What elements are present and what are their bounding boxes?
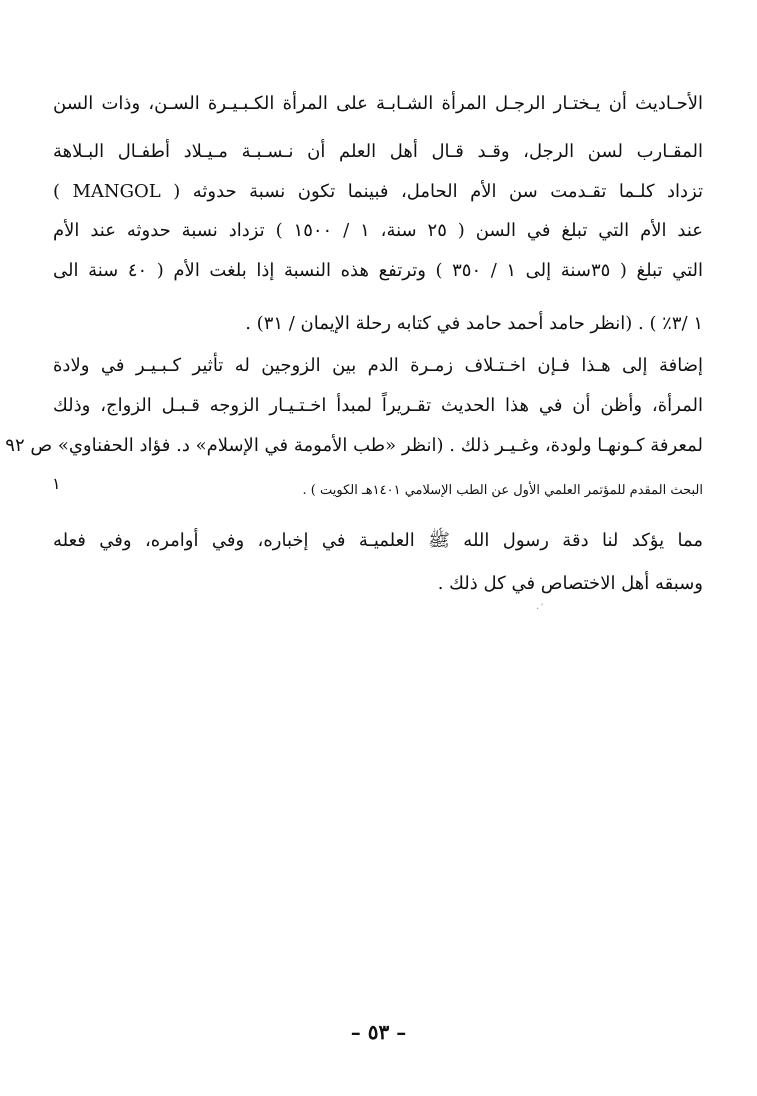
scan-speck: ·´ [536,604,545,615]
paragraph-2-line-3: لمعرفة كـونهـا ولودة، وغـيـر ذلك . (انظر «طب الأمومة في الإسلام» د. فؤاد الحفناوي» ص ٩٢ [5,435,703,456]
paragraph-3-line-1: مما يؤكد لنا دقة رسول الله ﷺ العلميـة في إخباره، وفي أوامره، وفي فعله [53,530,703,551]
paragraph-2-line-2: المرأة، وأظن أن في هذا الحديث تقـريراً لمبدأ اخـتـيـار الزوجه قـبـل الزواج، وذلك [53,395,703,416]
margin-footnote-mark: ١ [52,474,61,493]
paragraph-3-line-2: وسبقه أهل الاختصاص في كل ذلك . [437,573,703,594]
paragraph-1-line-1: الأحـاديث أن يـختـار الرجـل المرأة الشـابـة على المرأة الكـبـيـرة السـن، وذات السن [53,93,703,114]
paragraph-1-line-5: التي تبلغ ( ٣٥سنة إلى ١ / ٣٥٠ ) وترتفع هذه النسبة إذا بلغت الأم ( ٤٠ سنة الى [53,260,703,281]
page-number: – ٥٣ – [350,1020,407,1044]
paragraph-1-line-6: ١ /٣٪ ) . (انظر حامد أحمد حامد في كتابه رحلة الإيمان / ٣١) . [245,313,703,334]
paragraph-1-line-4: عند الأم التي تبلغ في السن ( ٢٥ سنة، ١ / ١٥٠٠ ) تزداد نسبة حدوثه عند الأم [53,220,704,241]
paragraph-1-line-2: المقـارب لسن الرجل، وقـد قـال أهل العلم أن نـسـبـة مـيـلاد أطفـال البـلاهة [53,141,703,162]
paragraph-2-line-1: إضافة إلى هـذا فـإن اخـتـلاف زمـرة الدم بين الزوجين له تأثير كـبـيـر في ولادة [53,355,703,376]
paragraph-2-line-4: البحث المقدم للمؤتمر العلمي الأول عن الطب الإسلامي ١٤٠١هـ الكويت ) . [302,483,703,498]
paragraph-1-line-3: ( MANGOL ) تزداد كلـما تقـدمت سن الأم الحامل، فبينما تكون نسبة حدوثه [53,181,703,202]
